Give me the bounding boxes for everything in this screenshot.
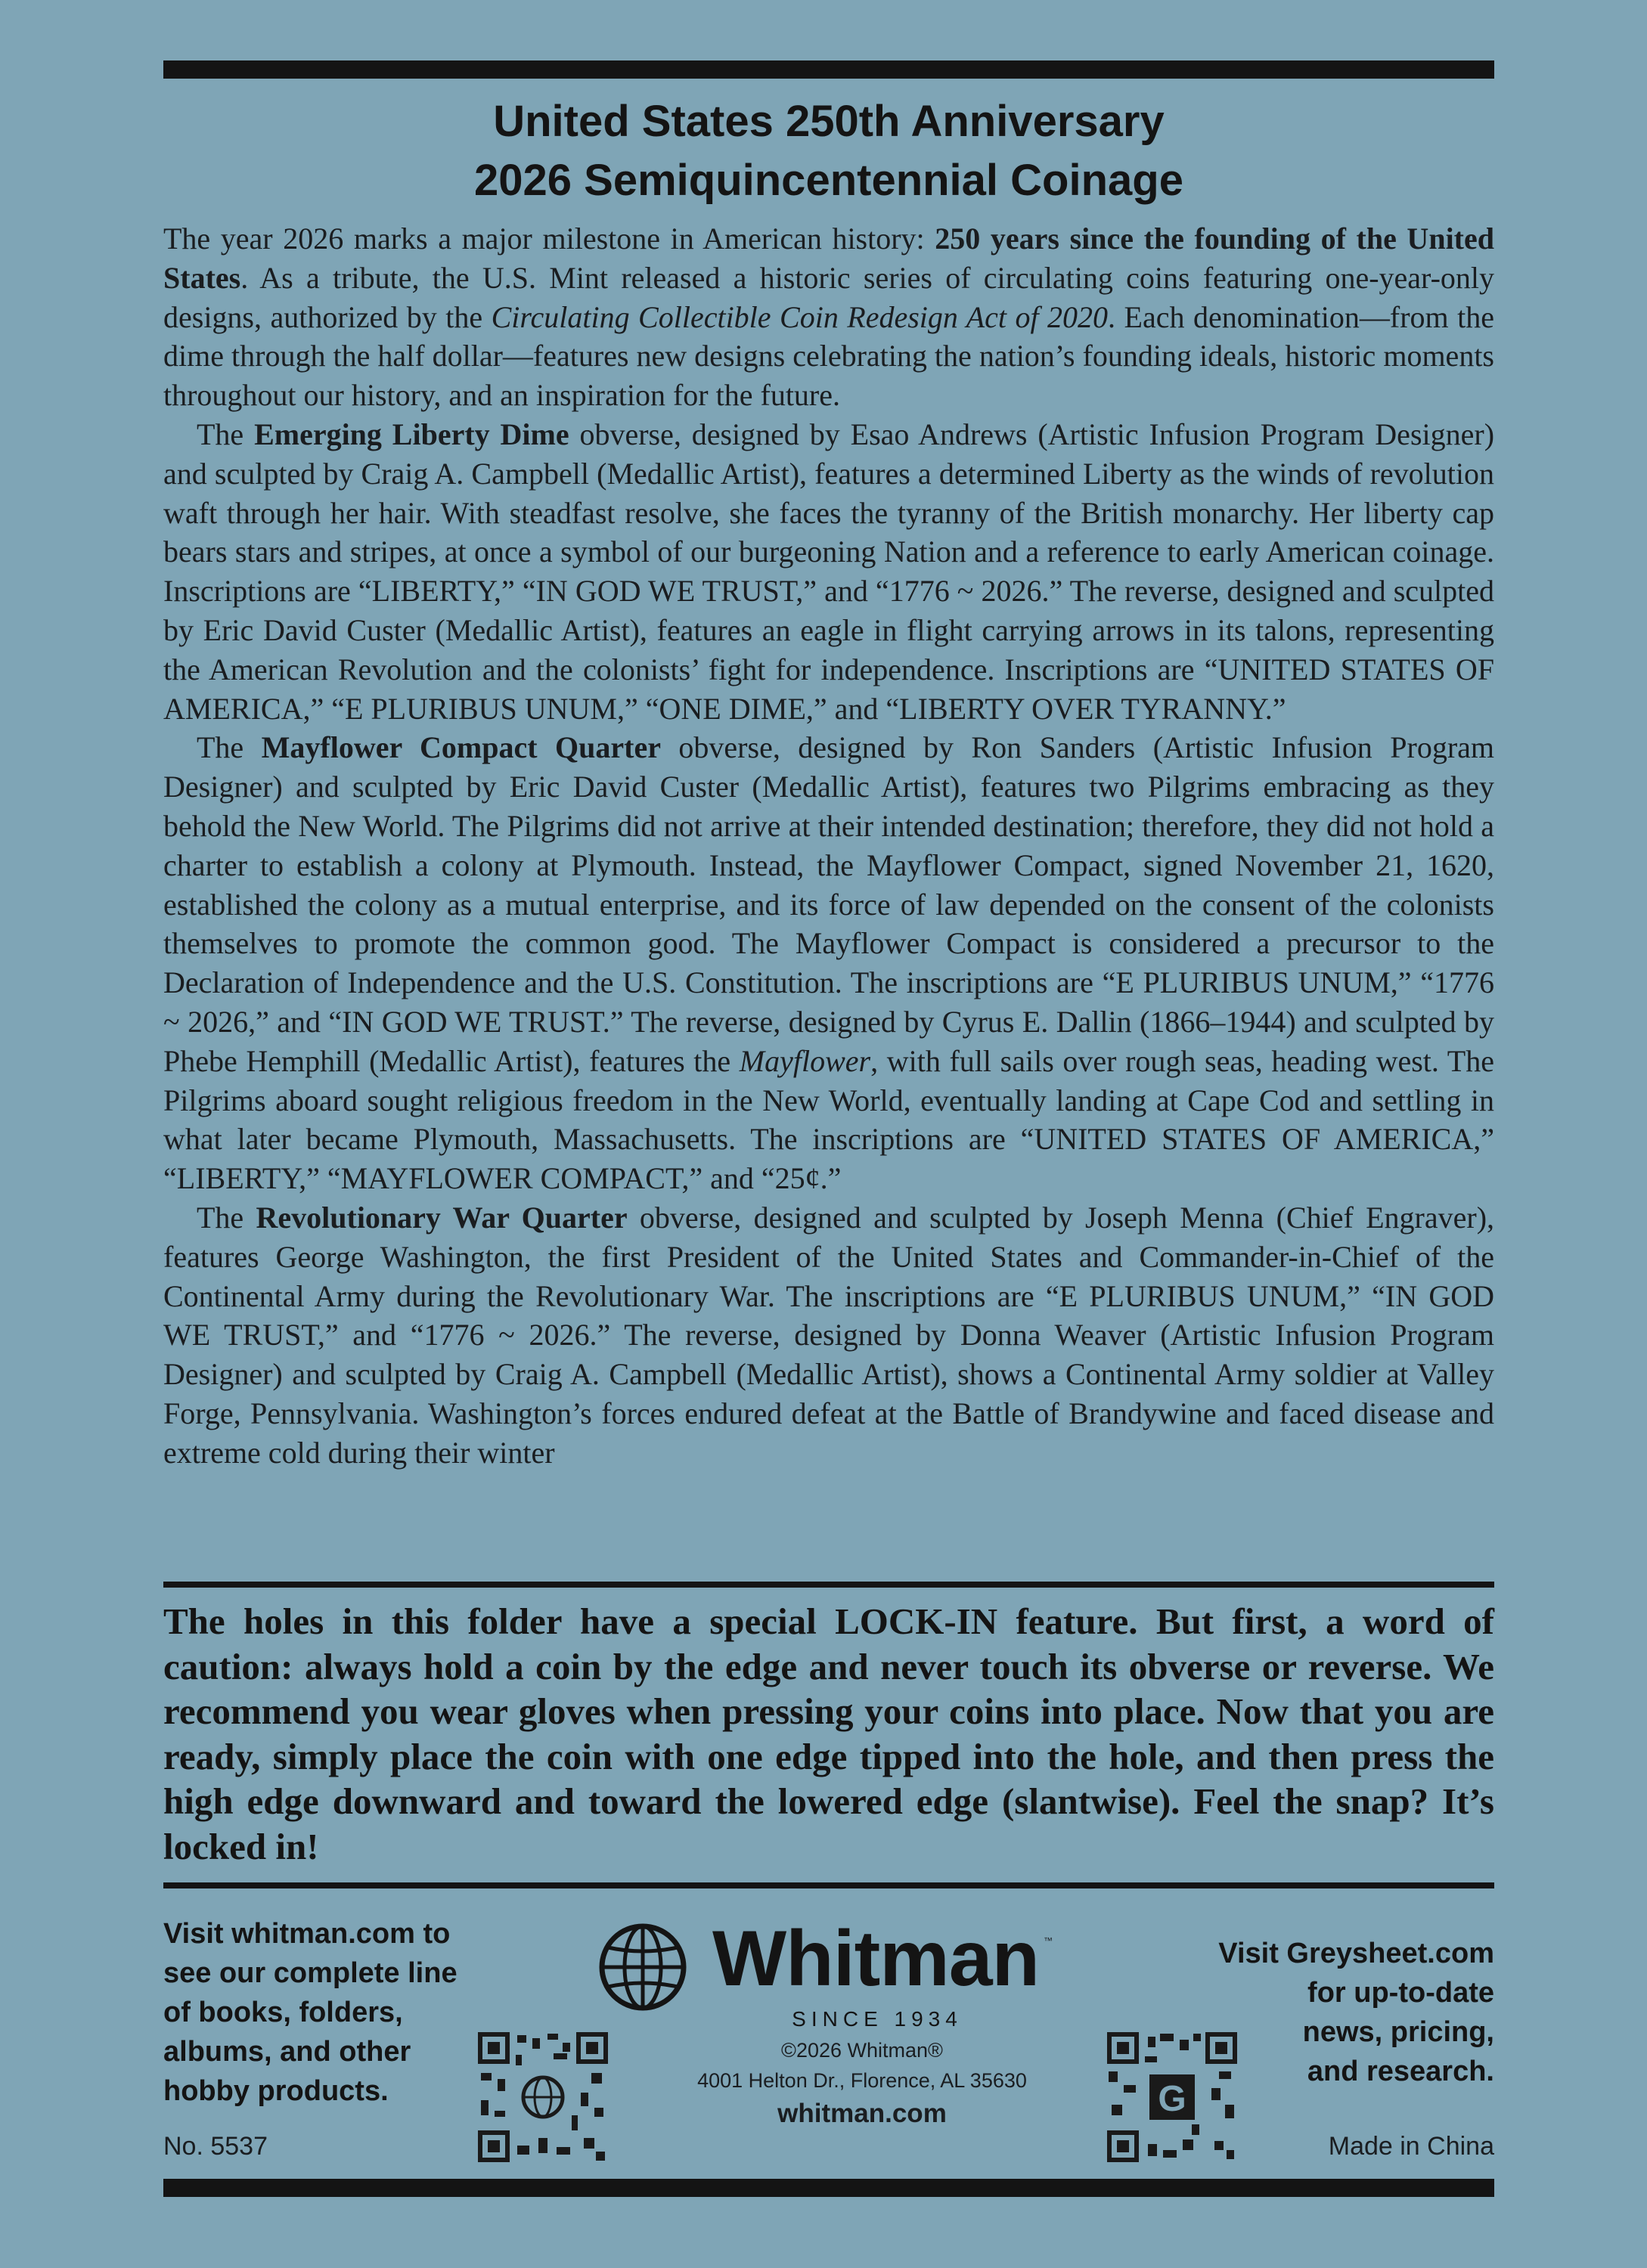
dime-heading: Emerging Liberty Dime [254, 417, 569, 451]
since-label: SINCE 1934 [792, 2007, 963, 2031]
promo-line: Visit Greysheet.com [1218, 1938, 1494, 1969]
whitman-qr-code-icon [478, 2032, 608, 2162]
bottom-rule [163, 2179, 1494, 2197]
catalog-number: No. 5537 [163, 2132, 268, 2161]
promo-line: news, pricing, [1302, 2016, 1494, 2048]
whitman-logo [597, 1915, 1066, 2034]
intro-text: . Each denomination—from the dime through the half dollar—features new designs celebrating the nation’s founding ideals, historic moments throughout our history, and an inspiration for the future. [163, 299, 1494, 413]
revwar-paragraph [163, 1198, 1494, 1473]
title-line-1: United States 250th Anniversary [493, 97, 1165, 146]
lock-in-instructions: The holes in this folder have a special LOCK-IN feature. But first, a word of caution: always hold a coin by the edge and never touch its obverse or reverse. We recommend you wear gloves when pressing your coins into place. Now that you are ready, simply place the coin with one edge tipped into the hole, and then press the high edge downward and toward the lowered edge (slantwise). Feel the snap? It’s locked in! [163, 1600, 1494, 1867]
copyright-line: ©2026 Whitman® [781, 2039, 943, 2062]
revwar-text: obverse, designed and sculpted by Joseph Menna (Chief Engraver), features George Washington, the first President of the United States and Commander-in-Chief of the Continental Army during the Revolutionary War. The inscriptions are “E PLURIBUS UNUM,” “IN GOD WE TRUST,” and “1776 ~ 2026.” The reverse, designed by Donna Weaver (Artistic Infusion Program Designer) and sculpted by Craig A. Campbell (Medallic Artist), shows a Continental Army soldier at Valley Forge, Pennsylvania. Washington’s forces endured defeat at the Battle of Brandywine and faced disease and extreme cold during their winter [163, 1200, 1495, 1470]
dime-text: obverse, designed by Esao Andrews (Artistic Infusion Program Designer) and sculpted by Craig A. Campbell (Medallic Artist), features a determined Liberty as the winds of revolution waft through her hair. With steadfast resolve, she faces the tyranny of the British monarchy. Her liberty cap bears stars and stripes, at once a symbol of our burgeoning Nation and a reference to early American coinage. Inscriptions are “LIBERTY,” “IN GOD WE TRUST,” and “1776 ~ 2026.” The reverse, designed and sculpted by Eric David Custer (Medallic Artist), features an eagle in flight carrying arrows in its talons, representing the American Revolution and the colonists’ fight for independence. Inscriptions are “UNITED STATES OF AMERICA,” “E PLURIBUS UNUM,” “ONE DIME,” and “LIBERTY OVER TYRANNY.” [163, 417, 1495, 726]
mayflower-text: , with full sails over rough seas, heading west. The Pilgrims aboard sought religious freedom in the New World, eventually landing at Cape Cod and settling in what later became Plymouth, Massachusetts. The inscriptions are “UNITED STATES OF AMERICA,” “LIBERTY,” “MAYFLOWER COMPACT,” and “25¢.” [163, 1043, 1494, 1196]
caution-top-rule [163, 1582, 1494, 1588]
website-link[interactable]: whitman.com [777, 2099, 947, 2128]
footer-top-rule [163, 1882, 1494, 1888]
svg-text:G: G [1158, 2079, 1186, 2119]
promo-line: and research. [1307, 2056, 1494, 2087]
dime-text: The [197, 417, 255, 451]
dime-paragraph [163, 415, 1494, 728]
promo-line: albums, and other [163, 2036, 411, 2068]
whitman-promo [163, 1914, 526, 2111]
ship-name: Mayflower [739, 1043, 871, 1078]
mayflower-paragraph [163, 728, 1494, 1198]
top-rule [163, 60, 1494, 79]
act-title: Circulating Collectible Coin Redesign Act of 2020 [491, 299, 1109, 334]
revwar-text: The [197, 1200, 256, 1235]
intro-emphasis: 250 years since the founding of the United States [163, 222, 1494, 295]
globe-icon [597, 1922, 688, 2012]
promo-line: hobby products. [163, 2075, 389, 2107]
brand-name: Whitman [712, 1915, 1040, 2003]
mayflower-text: The [197, 730, 262, 765]
made-in-label: Made in China [1328, 2132, 1494, 2161]
trademark-mark: ™ [1044, 1935, 1053, 1946]
promo-line: see our complete line [163, 1957, 458, 1989]
article-body [163, 219, 1494, 1473]
promo-line: of books, folders, [163, 1997, 403, 2028]
intro-text: The year 2026 marks a major milestone in American history: [163, 222, 935, 256]
intro-paragraph [163, 219, 1494, 415]
promo-line: Visit whitman.com to [163, 1918, 451, 1950]
intro-text: . As a tribute, the U.S. Mint released a historic series of circulating coins featuring one-year-only designs, authorized by the [163, 260, 1494, 334]
mayflower-heading: Mayflower Compact Quarter [261, 730, 661, 765]
page-title [163, 92, 1494, 210]
revwar-heading: Revolutionary War Quarter [256, 1200, 628, 1235]
promo-line: for up-to-date [1307, 1977, 1494, 2009]
publisher-info [620, 2035, 1104, 2132]
address-line: 4001 Helton Dr., Florence, AL 35630 [697, 2069, 1027, 2092]
title-line-2: 2026 Semiquincentennial Coinage [474, 156, 1183, 205]
greysheet-promo [1134, 1934, 1494, 2091]
mayflower-text: obverse, designed by Ron Sanders (Artistic Infusion Program Designer) and sculpted by Eric David Custer (Medallic Artist), features two Pilgrims embracing as they behold the New World. The Pilgrims did not arrive at their intended destination; therefore, they did not hold a charter to establish a colony at Plymouth. Instead, the Mayflower Compact, signed November 21, 1620, established the colony as a mutual enterprise, and its force of law depended on the consent of the colonists themselves to promote the common good. The Mayflower Compact is considered a precursor to the Declaration of Independence and the U.S. Constitution. The inscriptions are “E PLURIBUS UNUM,” “1776 ~ 2026,” and “IN GOD WE TRUST.” The reverse, designed by Cyrus E. Dallin (1866–1944) and sculpted by Phebe Hemphill (Medallic Artist), features the [163, 730, 1495, 1078]
